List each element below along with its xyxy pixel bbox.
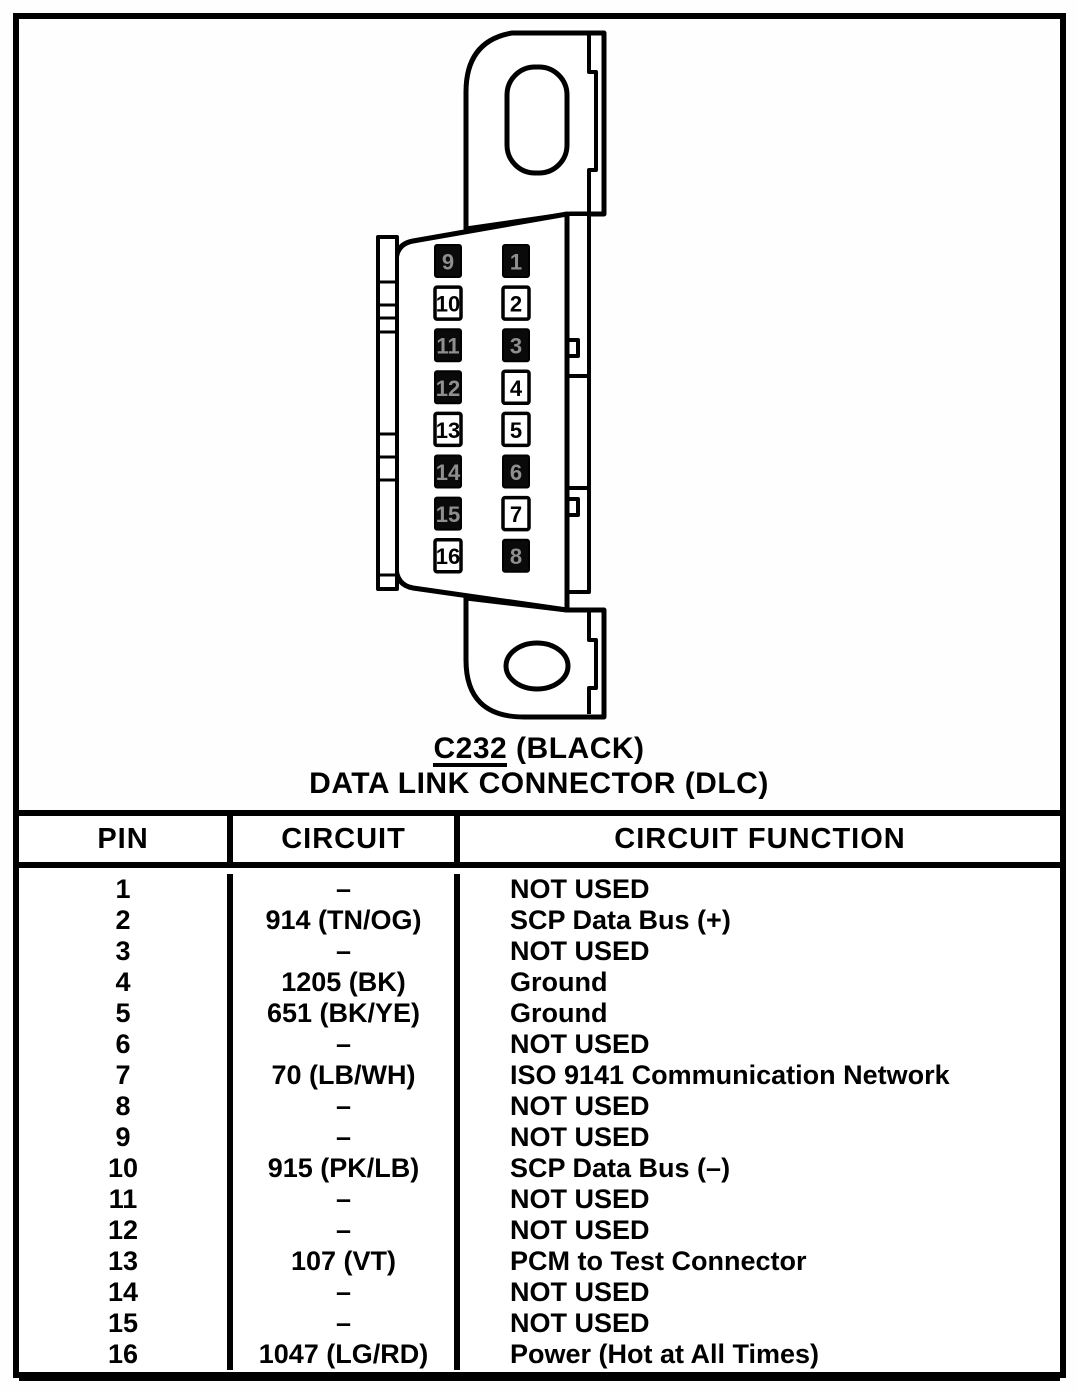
cell-circuit-function: NOT USED (510, 874, 650, 904)
connector-id: C232 (433, 732, 508, 765)
table-row (19, 1277, 1060, 1308)
cell-circuit: – (233, 1184, 460, 1215)
cell-circuit: – (233, 1277, 460, 1308)
cell-pin: 16 (19, 1339, 233, 1370)
pin-number: 1 (509, 249, 523, 275)
cell-pin: 5 (19, 998, 233, 1029)
table-row (19, 874, 1060, 905)
pin-number: 2 (509, 291, 523, 317)
cell-pin: 13 (19, 1246, 233, 1277)
table-row (19, 1029, 1060, 1060)
header-circuit-function: CIRCUIT FUNCTION (614, 823, 906, 855)
pin-number: 6 (509, 460, 523, 485)
caption-line-2: DATA LINK CONNECTOR (DLC) (309, 767, 769, 800)
cell-circuit-function: NOT USED (510, 1215, 650, 1245)
pinout-table (19, 810, 1060, 1381)
bottom-tab-hole (506, 643, 568, 689)
pin-number: 5 (509, 417, 523, 443)
cell-circuit-function: NOT USED (510, 1184, 650, 1214)
cell-circuit: 651 (BK/YE) (233, 998, 460, 1029)
table-row (19, 1153, 1060, 1184)
pin-number: 9 (441, 249, 455, 275)
pin-number: 10 (435, 291, 461, 317)
cell-circuit: 1047 (LG/RD) (233, 1339, 460, 1370)
table-row (19, 1091, 1060, 1122)
cell-circuit-function: NOT USED (510, 936, 650, 966)
table-row (19, 1060, 1060, 1091)
caption-line-1 (0, 732, 1078, 767)
header-circuit: CIRCUIT (233, 816, 460, 862)
pin-number: 8 (509, 544, 523, 570)
cell-circuit-function: NOT USED (510, 1091, 650, 1121)
cell-circuit-function: Ground (510, 967, 608, 997)
cell-circuit: – (233, 874, 460, 905)
cell-pin: 3 (19, 936, 233, 967)
cell-circuit-function: SCP Data Bus (+) (510, 905, 731, 935)
cell-pin: 9 (19, 1122, 233, 1153)
cell-circuit: 70 (LB/WH) (233, 1060, 460, 1091)
pin-number: 13 (435, 417, 461, 443)
table-header-row (19, 816, 1060, 868)
cell-circuit: – (233, 1122, 460, 1153)
cell-pin: 15 (19, 1308, 233, 1339)
pin-number: 7 (509, 502, 523, 528)
cell-circuit-function: NOT USED (510, 1308, 650, 1338)
cell-pin: 6 (19, 1029, 233, 1060)
cell-pin: 8 (19, 1091, 233, 1122)
pin-number: 4 (509, 375, 523, 401)
cell-circuit: 915 (PK/LB) (233, 1153, 460, 1184)
table-row (19, 1122, 1060, 1153)
cell-circuit: 107 (VT) (233, 1246, 460, 1277)
cell-pin: 10 (19, 1153, 233, 1184)
cell-pin: 14 (19, 1277, 233, 1308)
cell-pin: 12 (19, 1215, 233, 1246)
cell-circuit: 914 (TN/OG) (233, 905, 460, 936)
table-row (19, 1215, 1060, 1246)
side-bracket-strip (567, 214, 589, 592)
table-row (19, 1308, 1060, 1339)
pin-number: 14 (435, 460, 461, 485)
cell-circuit-function: NOT USED (510, 1277, 650, 1307)
table-row (19, 1339, 1060, 1370)
table-body (19, 868, 1060, 1375)
table-row (19, 998, 1060, 1029)
cell-circuit: – (233, 1215, 460, 1246)
table-row (19, 967, 1060, 998)
cell-circuit-function: PCM to Test Connector (510, 1246, 807, 1276)
cell-circuit-function: Power (Hot at All Times) (510, 1339, 820, 1369)
cell-circuit: – (233, 1091, 460, 1122)
cell-circuit: – (233, 936, 460, 967)
table-row (19, 905, 1060, 936)
cell-pin: 4 (19, 967, 233, 998)
cell-circuit-function: NOT USED (510, 1122, 650, 1152)
connector-color: (BLACK) (516, 732, 645, 765)
cell-pin: 11 (19, 1184, 233, 1215)
pin-number: 3 (509, 333, 523, 359)
left-edge-strip (378, 237, 397, 589)
pin-number: 11 (436, 333, 460, 359)
cell-circuit-function: Ground (510, 998, 608, 1028)
cell-circuit: 1205 (BK) (233, 967, 460, 998)
cell-pin: 2 (19, 905, 233, 936)
top-tab-slot-hole (507, 67, 567, 173)
cell-pin: 7 (19, 1060, 233, 1091)
cell-circuit-function: ISO 9141 Communication Network (510, 1060, 950, 1090)
pin-number: 16 (435, 544, 461, 570)
cell-circuit-function: NOT USED (510, 1029, 650, 1059)
table-row (19, 1246, 1060, 1277)
connector-body (396, 214, 567, 610)
table-row (19, 1184, 1060, 1215)
cell-circuit: – (233, 1029, 460, 1060)
header-pin: PIN (19, 816, 233, 862)
cell-circuit-function: SCP Data Bus (–) (510, 1153, 731, 1183)
cell-pin: 1 (19, 874, 233, 905)
pin-number: 12 (435, 375, 461, 401)
diagram-caption (0, 732, 1078, 801)
pin-number: 15 (435, 502, 461, 528)
table-row (19, 936, 1060, 967)
cell-circuit: – (233, 1308, 460, 1339)
